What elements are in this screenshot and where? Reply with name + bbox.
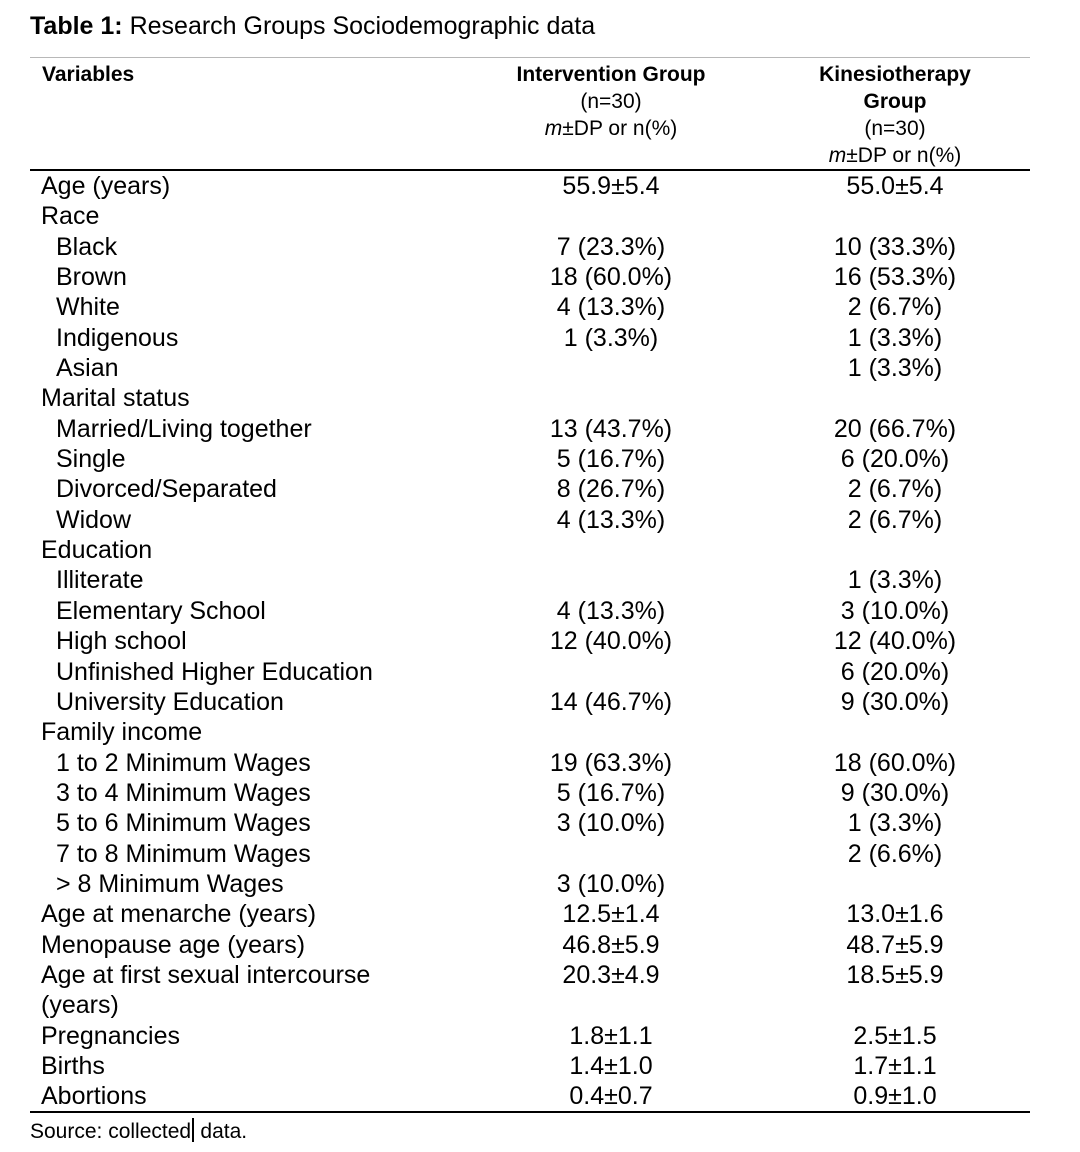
kinesiotherapy-value: 2 (6.6%)	[847, 839, 943, 868]
kinesiotherapy-value: 1.7±1.1	[853, 1051, 937, 1080]
table-body	[0, 171, 1080, 1112]
kinesiotherapy-value: 2 (6.7%)	[847, 293, 943, 322]
row-label: High school	[56, 627, 187, 656]
row-label: Family income	[41, 718, 203, 747]
row-label: Single	[56, 445, 126, 474]
intervention-value: 14 (46.7%)	[549, 687, 673, 716]
intervention-value: 20.3±4.9	[562, 960, 660, 989]
table-row	[0, 201, 1080, 231]
intervention-value: 19 (63.3%)	[549, 748, 673, 777]
kinesiotherapy-value: 6 (20.0%)	[840, 657, 950, 686]
intervention-value: 5 (16.7%)	[556, 445, 666, 474]
row-label: Age at menarche (years)	[41, 900, 317, 929]
intervention-value: 12.5±1.4	[562, 900, 660, 929]
table-row	[0, 748, 1080, 778]
intervention-value: 4 (13.3%)	[556, 505, 666, 534]
kinesiotherapy-value: 48.7±5.9	[846, 930, 944, 959]
kinesiotherapy-value: 10 (33.3%)	[833, 232, 957, 261]
row-label: Brown	[56, 263, 127, 292]
table-row	[0, 717, 1080, 747]
row-label: Elementary School	[56, 596, 266, 625]
intervention-value: 8 (26.7%)	[556, 475, 666, 504]
row-label: Age (years)	[41, 172, 171, 200]
table-row	[0, 232, 1080, 262]
caption-divider	[30, 57, 1030, 58]
table-row	[0, 535, 1080, 565]
header-kinesio-name-1: Kinesiotherapy	[819, 63, 971, 86]
table-row	[0, 869, 1080, 899]
table-caption	[30, 12, 595, 41]
kinesiotherapy-value: 2.5±1.5	[853, 1021, 937, 1050]
table-row	[0, 899, 1080, 929]
table-row	[0, 565, 1080, 595]
header-intervention-stat	[480, 115, 742, 142]
intervention-value: 46.8±5.9	[562, 930, 660, 959]
table-row	[0, 626, 1080, 656]
table-row	[0, 808, 1080, 838]
row-label: > 8 Minimum Wages	[56, 869, 284, 898]
kinesiotherapy-value: 1 (3.3%)	[847, 566, 943, 595]
row-label: Unfinished Higher Education	[56, 657, 373, 686]
header-intervention-n: (n=30)	[580, 90, 642, 113]
table-bottom-rule	[30, 1111, 1030, 1113]
text-cursor	[192, 1118, 194, 1142]
row-label: Births	[41, 1051, 105, 1080]
intervention-value: 7 (23.3%)	[556, 232, 666, 261]
kinesiotherapy-value: 2 (6.7%)	[847, 475, 943, 504]
kinesiotherapy-value: 18 (60.0%)	[833, 748, 957, 777]
table-row	[0, 930, 1080, 960]
intervention-value: 13 (43.7%)	[549, 414, 673, 443]
row-label: White	[56, 293, 120, 322]
kinesiotherapy-value: 3 (10.0%)	[840, 596, 950, 625]
stat-mean-symbol: m	[544, 117, 563, 140]
source-text-end: data.	[194, 1120, 248, 1143]
intervention-value: 4 (13.3%)	[556, 293, 666, 322]
table-row	[0, 1051, 1080, 1081]
stat-rest: ±DP or n(%)	[562, 117, 678, 140]
intervention-value: 55.9±5.4	[562, 172, 660, 200]
source-note	[30, 1118, 247, 1144]
table-row	[0, 657, 1080, 687]
table-row	[0, 474, 1080, 504]
header-kinesio-name-2: Group	[863, 90, 927, 113]
intervention-value: 3 (10.0%)	[556, 869, 666, 898]
stat-mean-symbol: m	[828, 144, 847, 167]
row-label: 5 to 6 Minimum Wages	[56, 809, 311, 838]
table-row	[0, 262, 1080, 292]
kinesiotherapy-value: 16 (53.3%)	[833, 263, 957, 292]
table-row	[0, 292, 1080, 322]
table-row	[0, 839, 1080, 869]
table-row	[0, 171, 1080, 201]
row-label: Widow	[56, 505, 132, 534]
intervention-value: 18 (60.0%)	[549, 263, 673, 292]
row-label: Black	[56, 232, 118, 261]
row-label: Education	[41, 536, 153, 565]
table-row	[0, 323, 1080, 353]
table-row	[0, 960, 1080, 1021]
kinesiotherapy-value: 1 (3.3%)	[847, 809, 943, 838]
kinesiotherapy-value: 12 (40.0%)	[833, 627, 957, 656]
kinesiotherapy-value: 18.5±5.9	[846, 960, 944, 989]
kinesiotherapy-value: 9 (30.0%)	[840, 687, 950, 716]
row-label: 7 to 8 Minimum Wages	[56, 839, 311, 868]
intervention-value: 0.4±0.7	[569, 1082, 653, 1111]
kinesiotherapy-value: 55.0±5.4	[846, 172, 944, 200]
header-kinesio-stat	[764, 142, 1026, 169]
kinesiotherapy-value: 1 (3.3%)	[847, 354, 943, 383]
row-label: Married/Living together	[56, 414, 312, 443]
table-row	[0, 353, 1080, 383]
row-label: 3 to 4 Minimum Wages	[56, 778, 311, 807]
row-label: Pregnancies	[41, 1021, 180, 1050]
table-row	[0, 1081, 1080, 1111]
intervention-value: 1 (3.3%)	[563, 323, 659, 352]
kinesiotherapy-value: 2 (6.7%)	[847, 505, 943, 534]
table-row	[0, 414, 1080, 444]
intervention-value: 12 (40.0%)	[549, 627, 673, 656]
row-label: Divorced/Separated	[56, 475, 277, 504]
header-intervention-group	[480, 61, 742, 142]
row-label: Menopause age (years)	[41, 930, 306, 959]
table-row	[0, 596, 1080, 626]
intervention-value: 1.8±1.1	[569, 1021, 653, 1050]
header-intervention-name: Intervention Group	[516, 63, 706, 86]
header-variables: Variables	[42, 63, 135, 86]
kinesiotherapy-value: 6 (20.0%)	[840, 445, 950, 474]
table-row	[0, 444, 1080, 474]
table-title: Research Groups Sociodemographic data	[129, 12, 596, 40]
table-row	[0, 505, 1080, 535]
row-label: 1 to 2 Minimum Wages	[56, 748, 311, 777]
header-kinesio-n: (n=30)	[864, 117, 926, 140]
intervention-value: 3 (10.0%)	[556, 809, 666, 838]
intervention-value: 4 (13.3%)	[556, 596, 666, 625]
row-label: Illiterate	[56, 566, 144, 595]
row-label: Asian	[56, 354, 119, 383]
kinesiotherapy-value: 13.0±1.6	[846, 900, 944, 929]
kinesiotherapy-value: 1 (3.3%)	[847, 323, 943, 352]
intervention-value: 1.4±1.0	[569, 1051, 653, 1080]
table-row	[0, 687, 1080, 717]
kinesiotherapy-value: 9 (30.0%)	[840, 778, 950, 807]
table-row	[0, 1021, 1080, 1051]
stat-rest: ±DP or n(%)	[846, 144, 962, 167]
row-label: Marital status	[41, 384, 190, 413]
source-text: Source: collected	[30, 1120, 192, 1143]
row-label: Age at first sexual intercourse (years)	[41, 960, 371, 1020]
row-label: Indigenous	[56, 323, 179, 352]
row-label: Race	[41, 202, 100, 231]
table-row	[0, 383, 1080, 413]
header-kinesiotherapy-group	[764, 61, 1026, 169]
table-number: Table 1:	[30, 12, 123, 40]
kinesiotherapy-value: 20 (66.7%)	[833, 414, 957, 443]
table-row	[0, 778, 1080, 808]
kinesiotherapy-value: 0.9±1.0	[853, 1082, 937, 1111]
row-label: Abortions	[41, 1082, 147, 1111]
intervention-value: 5 (16.7%)	[556, 778, 666, 807]
row-label: University Education	[56, 687, 284, 716]
